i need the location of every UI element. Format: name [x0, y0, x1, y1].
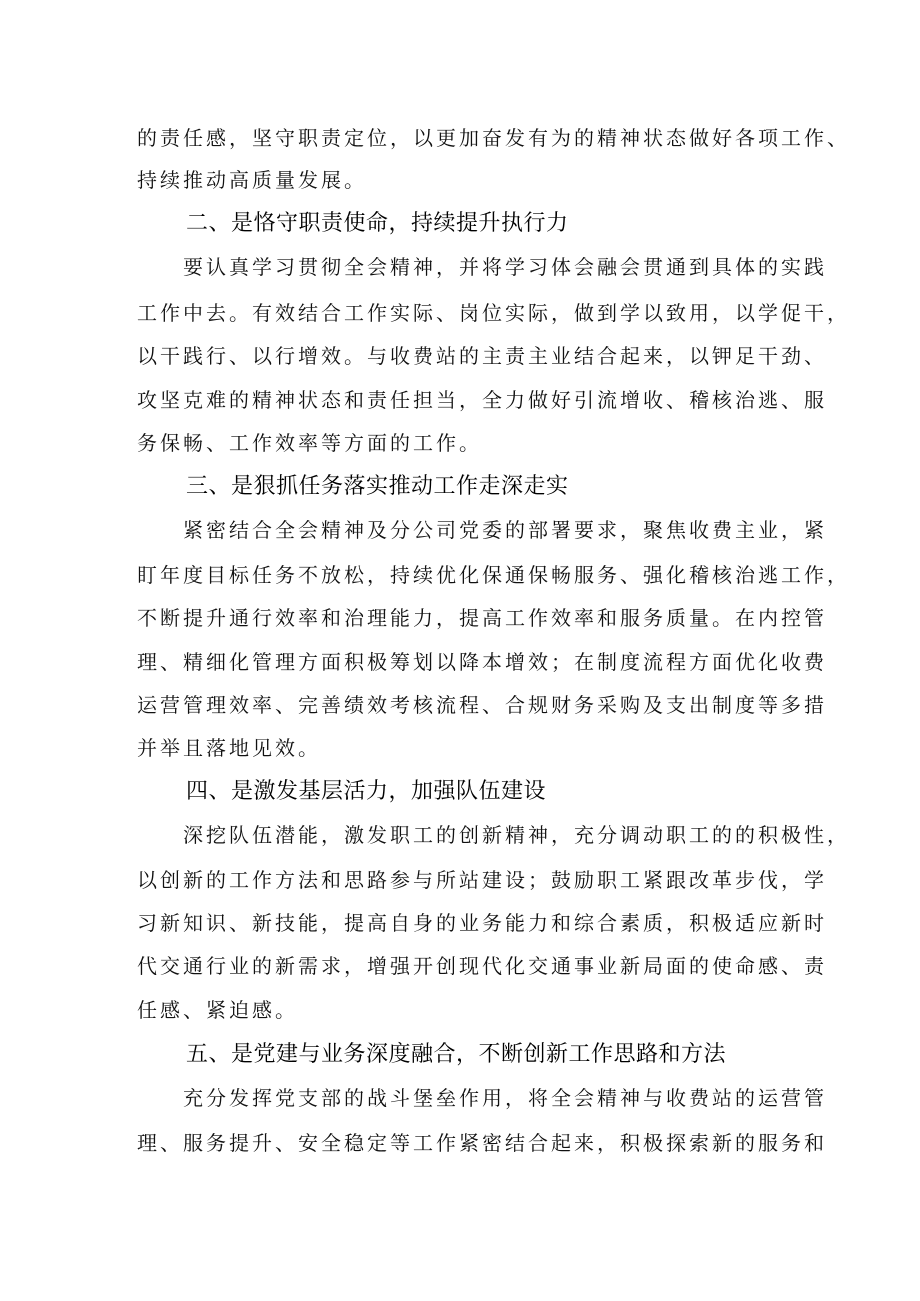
- paragraph-line: 运营管理效率、完善绩效考核流程、合规财务采购及支出制度等多措: [137, 693, 827, 717]
- paragraph-line: 代交通行业的新需求，增强开创现代化交通事业新局面的使命感、责: [137, 954, 827, 978]
- paragraph-line: 工作中去。有效结合工作实际、岗位实际，做到学以致用，以学促干，: [137, 301, 850, 325]
- paragraph-line: 充分发挥党支部的战斗堡垒作用，将全会精神与收费站的运营管: [183, 1086, 827, 1110]
- paragraph-line: 并举且落地见效。: [137, 736, 321, 760]
- paragraph-line: 盯年度目标任务不放松，持续优化保通保畅服务、强化稽核治逃工作，: [137, 563, 850, 587]
- paragraph-line: 以干践行、以行增效。与收费站的主责主业结合起来，以钾足干劲、: [137, 344, 827, 368]
- paragraph-line: 任感、紧迫感。: [137, 998, 298, 1022]
- paragraph-line: 紧密结合全会精神及分公司党委的部署要求，聚焦收费主业，紧: [183, 518, 827, 542]
- section-heading-4: 四、是激发基层活力，加强队伍建设: [186, 779, 547, 804]
- paragraph-line: 习新知识、新技能，提高自身的业务能力和综合素质，积极适应新时: [137, 911, 827, 935]
- paragraph-line: 理、服务提升、安全稳定等工作紧密结合起来，积极探索新的服务和: [137, 1131, 827, 1155]
- section-heading-3: 三、是狠抓任务落实推动工作走深走实: [186, 474, 569, 499]
- paragraph-line: 持续推动高质量发展。: [137, 168, 367, 192]
- section-heading-2: 二、是恪守职责使命，持续提升执行力: [186, 211, 569, 236]
- paragraph-line: 的责任感，坚守职责定位，以更加奋发有为的精神状态做好各项工作、: [137, 126, 850, 150]
- paragraph-line: 理、精细化管理方面积极筹划以降本增效；在制度流程方面优化收费: [137, 650, 827, 674]
- paragraph-line: 深挖队伍潜能，激发职工的创新精神，充分调动职工的的积极性，: [183, 823, 850, 847]
- paragraph-line: 以创新的工作方法和思路参与所站建设；鼓励职工紧跟改革步伐，学: [137, 868, 827, 892]
- paragraph-line: 不断提升通行效率和治理能力，提高工作效率和服务质量。在内控管: [137, 606, 827, 630]
- paragraph-line: 攻坚克难的精神状态和责任担当，全力做好引流增收、稽核治逃、服: [137, 388, 827, 412]
- section-heading-5: 五、是党建与业务深度融合，不断创新工作思路和方法: [186, 1042, 727, 1067]
- paragraph-line: 务保畅、工作效率等方面的工作。: [137, 431, 482, 455]
- paragraph-line: 要认真学习贯彻全会精神，并将学习体会融会贯通到具体的实践: [183, 255, 827, 279]
